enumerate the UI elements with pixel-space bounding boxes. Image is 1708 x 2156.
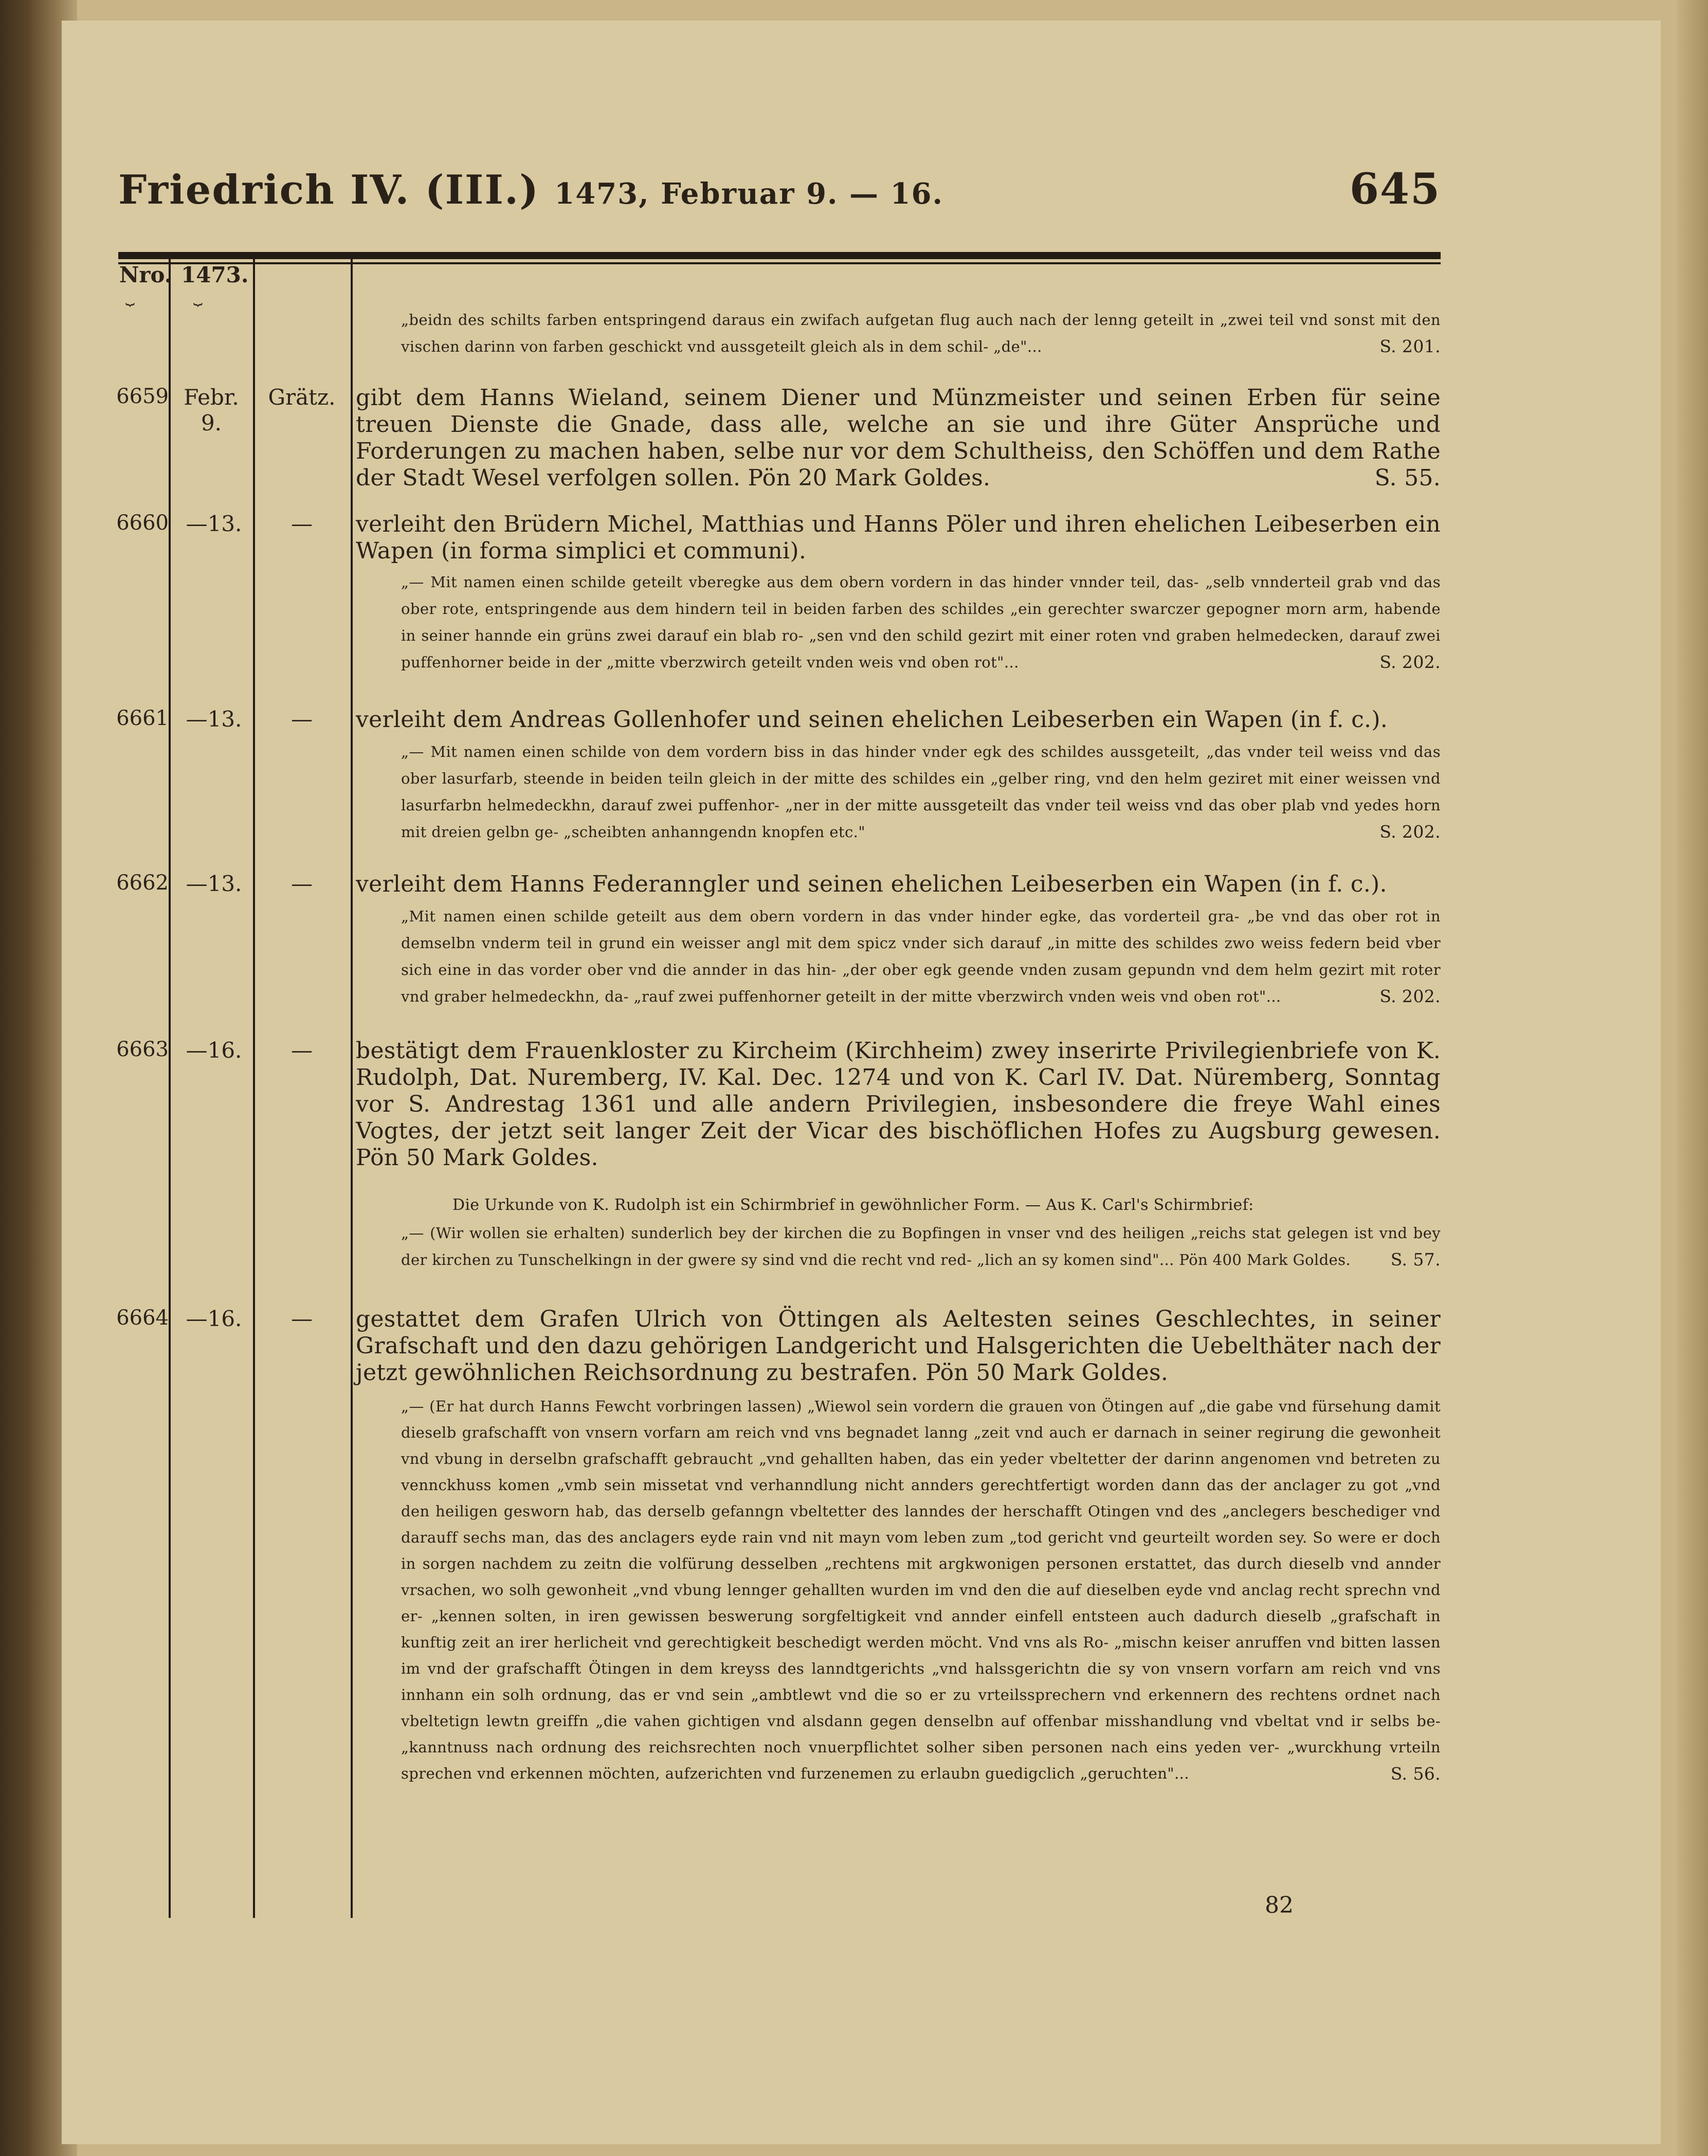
running-header — [118, 165, 1441, 231]
column-header-year: 1473. — [181, 262, 249, 287]
entry-place: — — [291, 1038, 313, 1063]
entry-place: — — [291, 706, 313, 732]
citation-ref: S. 56. — [1390, 1764, 1441, 1784]
header-rule-thin — [118, 262, 1441, 264]
entry-date: Febr. 9. — [184, 385, 239, 436]
page-edge — [1677, 0, 1708, 2156]
signature-mark: 82 — [1265, 1892, 1294, 1918]
entry-date: —13. — [186, 871, 242, 896]
entry-citation — [401, 738, 1441, 845]
entry-number: 6659 — [116, 385, 169, 408]
entry-body: gibt dem Hanns Wieland, seinem Diener und Münzmeister und seinen Erben für seine treuen Dienste die Gnade, dass alle, welche an sie und ihre Güter Ansprüche und Forderungen zu machen haben, selbe nur vor dem Schultheiss, den Schöffen und dem Rathe der Stadt Wesel verfolgen sollen. Pön 20 Mark Goldes. — [356, 385, 1441, 491]
column-header-nro: Nro. — [119, 262, 172, 287]
entry-place: — — [291, 1306, 313, 1331]
date-range: 1473, Februar 9. — 16. — [554, 177, 943, 211]
column-divider — [351, 257, 353, 1918]
entry-note: Die Urkunde von K. Rudolph ist ein Schirmbrief in gewöhnlicher Form. — Aus K. Carl's Schirmbrief: — [452, 1196, 1254, 1214]
citation-ref: S. 57. — [1390, 1249, 1441, 1270]
entry-text: verleiht dem Hanns Federanngler und seinen ehelichen Leibeserben ein Wapen (in f. c.). — [356, 871, 1387, 897]
citation-text: „— Mit namen einen schilde geteilt vberegke aus dem obern vordern in das hinder vnnder teil, das- „selb vnnderteil grab vnd das ober rote, entspringende aus dem hindern teil in beiden farben des schildes „ein gerechter swarczer gepogner morn arm, habende in seiner hannde ein grüns zwei darauf ein blab ro- „sen vnd den schild gezirt mit einer roten vnd graben helmedecken, darauf zwei puffenhorner beide in der „mitte vberzwirch geteilt vnden weis vnd oben rot"... — [401, 573, 1441, 671]
entry-text: verleiht dem Andreas Gollenhofer und seinen ehelichen Leibeserben ein Wapen (in f. c.). — [356, 706, 1388, 733]
entry-number: 6664 — [116, 1306, 169, 1330]
entry-place: — — [291, 511, 313, 536]
entry-number: 6660 — [116, 511, 169, 535]
column-divider — [253, 257, 255, 1918]
entry-text — [356, 385, 1441, 492]
intro-citation — [401, 306, 1441, 360]
citation-ref: S. 202. — [1379, 986, 1441, 1006]
entry-text: verleiht den Brüdern Michel, Matthias und Hanns Pöler und ihren ehelichen Leibeserben ein Wapen (in forma simplici et communi). — [356, 511, 1441, 564]
page-number: 645 — [1349, 165, 1441, 214]
entry-date: —16. — [186, 1038, 242, 1063]
entry-date: —13. — [186, 511, 242, 536]
entry-text: bestätigt dem Frauenkloster zu Kircheim (Kirchheim) zwey inserirte Privilegienbriefe von K. Rudolph, Dat. Nuremberg, IV. Kal. Dec. 1274 und von K. Carl IV. Dat. Nüremberg, Sonntag vor S. Andrestag 1361 und alle andern Privilegien, insbesondere die freye Wahl eines Vogtes, der jetzt seit langer Zeit der Vicar des bischöflichen Hofes zu Augsburg gewesen. Pön 50 Mark Goldes. — [356, 1038, 1441, 1171]
entry-citation — [401, 903, 1441, 1010]
brace-mark: ⏟ — [193, 288, 203, 306]
entry-number: 6662 — [116, 871, 169, 895]
citation-text: „beidn des schilts farben entspringend daraus ein zwifach aufgetan flug auch nach der lenng geteilt in „zwei teil vnd sonst mit den vischen darinn von farben geschickt vnd aussgeteilt gleich als in dem schil- „de"... — [401, 311, 1441, 355]
citation-text: „— Mit namen einen schilde von dem vordern biss in das hinder vnder egk des schildes aussgeteilt, „das vnder teil weiss vnd das ober lasurfarb, steende in beiden teiln gleich in der mitte des schildes ein „gelber ring, vnd den helm geziret mit einer weissen vnd lasurfarbn helmedeckhn, darauf zwei puffenhor- „ner in der mitte aussgeteilt das vnder teil weiss vnd das ober plab vnd yedes horn mit dreien gelbn ge- „scheibten anhanngendn knopfen etc." — [401, 743, 1441, 841]
column-divider — [169, 257, 171, 1918]
citation-ref: S. 202. — [1379, 822, 1441, 842]
entry-place: — — [291, 871, 313, 896]
brace-mark: ⏟ — [125, 288, 135, 306]
entry-date: —13. — [186, 706, 242, 732]
entry-place: Grätz. — [268, 385, 336, 410]
citation-text: „Mit namen einen schilde geteilt aus dem obern vordern in das vnder hinder egke, das vorderteil gra- „be vnd das ober rot in demselbn vnderm teil in grund ein weisser angl mit dem spicz vnder sich darauf „in mitte des schildes zwo weiss federn beid vber sich eine in das vorder ober vnd die annder in das hin- „der ober egk geende vnden zusam gepundn vnd dem helm gezirt mit roter vnd graber helmedeckhn, da- „rauf zwei puffenhorner geteilt in der mitte vberzwirch vnden weis vnd oben rot"... — [401, 908, 1441, 1005]
entry-text: gestattet dem Grafen Ulrich von Öttingen als Aeltesten seines Geschlechtes, in seiner Grafschaft und den dazu gehörigen Landgericht und Halsgerichten die Uebelthäter nach der jetzt gewöhnlichen Reichsordnung zu bestrafen. Pön 50 Mark Goldes. — [356, 1306, 1441, 1386]
citation-text: „— (Wir wollen sie erhalten) sunderlich bey der kirchen die zu Bopfingen in vnser vnd des heiligen „reichs stat gelegen ist vnd bey der kirchen zu Tunschelkingn in der gwere sy sind vnd die recht vnd red- „lich an sy komen sind"... Pön 400 Mark Goldes. — [401, 1224, 1441, 1269]
citation-ref: S. 202. — [1379, 652, 1441, 672]
entry-date: —16. — [186, 1306, 242, 1331]
ruler-name: Friedrich IV. (III.) — [118, 167, 540, 213]
header-title — [118, 167, 943, 213]
entry-citation — [401, 1393, 1441, 1787]
entry-number: 6663 — [116, 1038, 169, 1061]
citation-text: „— (Er hat durch Hanns Fewcht vorbringen lassen) „Wiewol sein vordern die grauen von Ötingen auf „die gabe vnd fürsehung damit dieselb grafschafft von vnsern vorfarn am reich vnd vns begnadet lanng „zeit vnd auch er darnach in seiner regirung die gewonheit vnd vbung in derselbn grafschafft gebraucht „vnd gehallten haben, das ein yeder vbeltetter der darinn angenomen vnd betreten zu vennckhuss komen „vmb sein missetat vnd verhanndlung nicht annders gerechtfertigt worden dann das der anclager zu got „vnd den heiligen gesworn hab, das derselb gefanngn vbeltetter des lanndes der herschafft Otingen vnd des „anclegers beschediger vnd darauff sechs man, das des anclagers eyde rain vnd nit mayn vom leben zum „tod gericht vnd geurteilt worden sey. So were er doch in sorgen nachdem zu zeitn die volfürung desselben „rechtens mit argkwonigen personen erstattet, das durch dieselb vnd annder vrsachen, wo solh gewonheit „vnd vbung lennger gehallten wurden im vnd den die auf dieselben eyde vnd anclag recht sprechn vnd er- „kennen solten, in iren gewissen beswerung sorgfeltigkeit vnd annder einfell entsteen auch dadurch dieselb „grafschaft in kunftig zeit an irer herlicheit vnd gerechtigkeit beschedigt werden möcht. Vnd vns als Ro- „mischn keiser anruffen vnd bitten lassen im vnd der grafschafft Ötingen in dem kreyss des lanndtgerichts „vnd halssgerichtn die sy von vnsern vorfarn am reich vnd vns innhann ein solh ordnung, das er vnd sein „ambtlewt vnd die so er zu vrteilssprechern vnd erkennern des rechtens ordnet nach vbeltetign lewtn greiffn „die vahen gichtigen vnd alsdann gegen denselbn auf offenbar misshandlung vnd vbeltat vnd ir selbs be- „kanntnuss nach ordnung des reichsrechten noch vnuerpflichtet solher siben personen nach eins yeden ver- „wurckhung vrteiln sprechen vnd erkennen möchten, aufzerichten vnd furzenemen zu erlaubn guedigclich „geruchten"... — [401, 1398, 1441, 1782]
entry-citation — [401, 569, 1441, 676]
header-rule — [118, 252, 1441, 259]
entry-ref: S. 55. — [1374, 465, 1441, 491]
entry-citation — [401, 1220, 1441, 1273]
citation-ref: S. 201. — [1379, 336, 1441, 356]
entry-number: 6661 — [116, 706, 169, 730]
